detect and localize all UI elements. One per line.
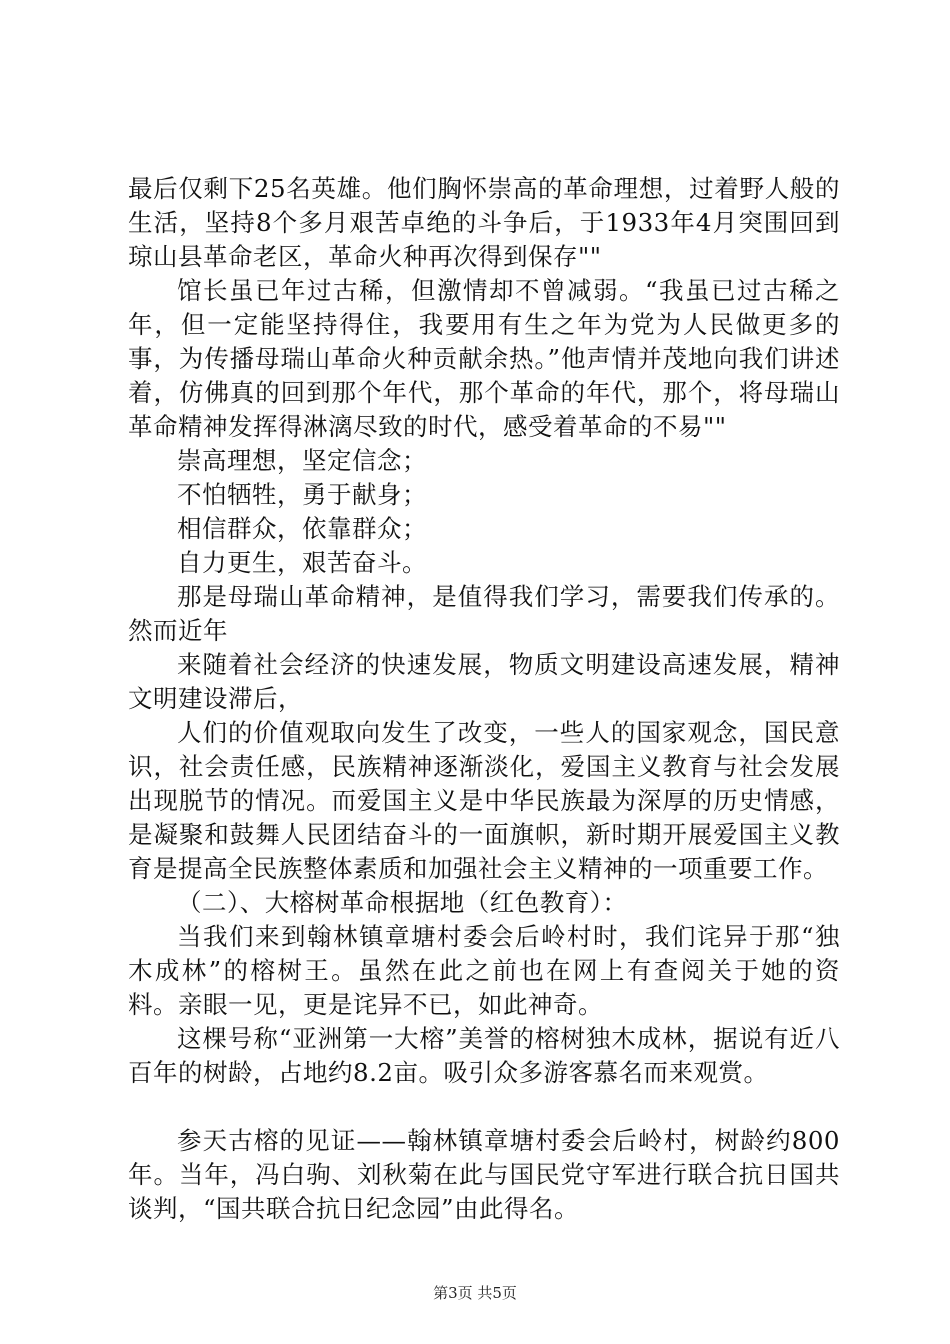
paragraph-development: 来随着社会经济的快速发展，物质文明建设高速发展，精神文明建设滞后， xyxy=(128,650,840,713)
paragraph-spirit: 那是母瑞山革命精神，是值得我们学习，需要我们传承的。然而近年 xyxy=(128,582,840,645)
page-footer: 第3页 共5页 xyxy=(433,1284,517,1302)
body-text xyxy=(128,172,840,1226)
paragraph-curator: 馆长虽已年过古稀，但激情却不曾减弱。“我虽已过古稀之年，但一定能坚持得住，我要用有生之年为党为人民做更多的事，为传播母瑞山革命火种贡献余热。”他声情并茂地向我们讲述着，仿佛真的回到那个年代，那个革命的年代，那个，将母瑞山革命精神发挥得淋漓尽致的时代，感受着革命的不易"" xyxy=(128,276,840,441)
paragraph-banyan-history: 参天古榕的见证——翰林镇章塘村委会后岭村，树龄约800年。当年，冯白驹、刘秋菊在此与国民党守军进行联合抗日国共谈判，“国共联合抗日纪念园”由此得名。 xyxy=(128,1126,840,1223)
blank-line xyxy=(128,1090,840,1124)
spirit-line-3: 相信群众，依靠群众； xyxy=(177,514,427,543)
spirit-line-4: 自力更生，艰苦奋斗。 xyxy=(177,548,427,577)
paragraph-patriotism: 人们的价值观取向发生了改变，一些人的国家观念，国民意识，社会责任感，民族精神逐渐淡化，爱国主义教育与社会发展出现脱节的情况。而爱国主义是中华民族最为深厚的历史情感，是凝聚和鼓舞人民团结奋斗的一面旗帜，新时期开展爱国主义教育是提高全民族整体素质和加强社会主义精神的一项重要工作。 xyxy=(128,718,840,883)
spirit-line-2: 不怕牺牲，勇于献身； xyxy=(177,480,427,509)
section-heading: （二）、大榕树革命根据地（红色教育）： xyxy=(177,888,628,917)
spirit-line-1: 崇高理想，坚定信念； xyxy=(177,446,427,475)
paragraph-banyan-description: 这棵号称“亚洲第一大榕”美誉的榕树独木成林，据说有近八百年的树龄，占地约8.2亩。吸引众多游客慕名而来观赏。 xyxy=(128,1024,840,1087)
paragraph-continuation: 最后仅剩下25名英雄。他们胸怀崇高的革命理想，过着野人般的生活，坚持8个多月艰苦卓绝的斗争后，于1933年4月突围回到琼山县革命老区，革命火种再次得到保存"" xyxy=(128,174,840,271)
paragraph-banyan-arrival: 当我们来到翰林镇章塘村委会后岭村时，我们诧异于那“独木成林”的榕树王。虽然在此之前也在网上有查阅关于她的资料。亲眼一见，更是诧异不已，如此神奇。 xyxy=(128,922,840,1019)
